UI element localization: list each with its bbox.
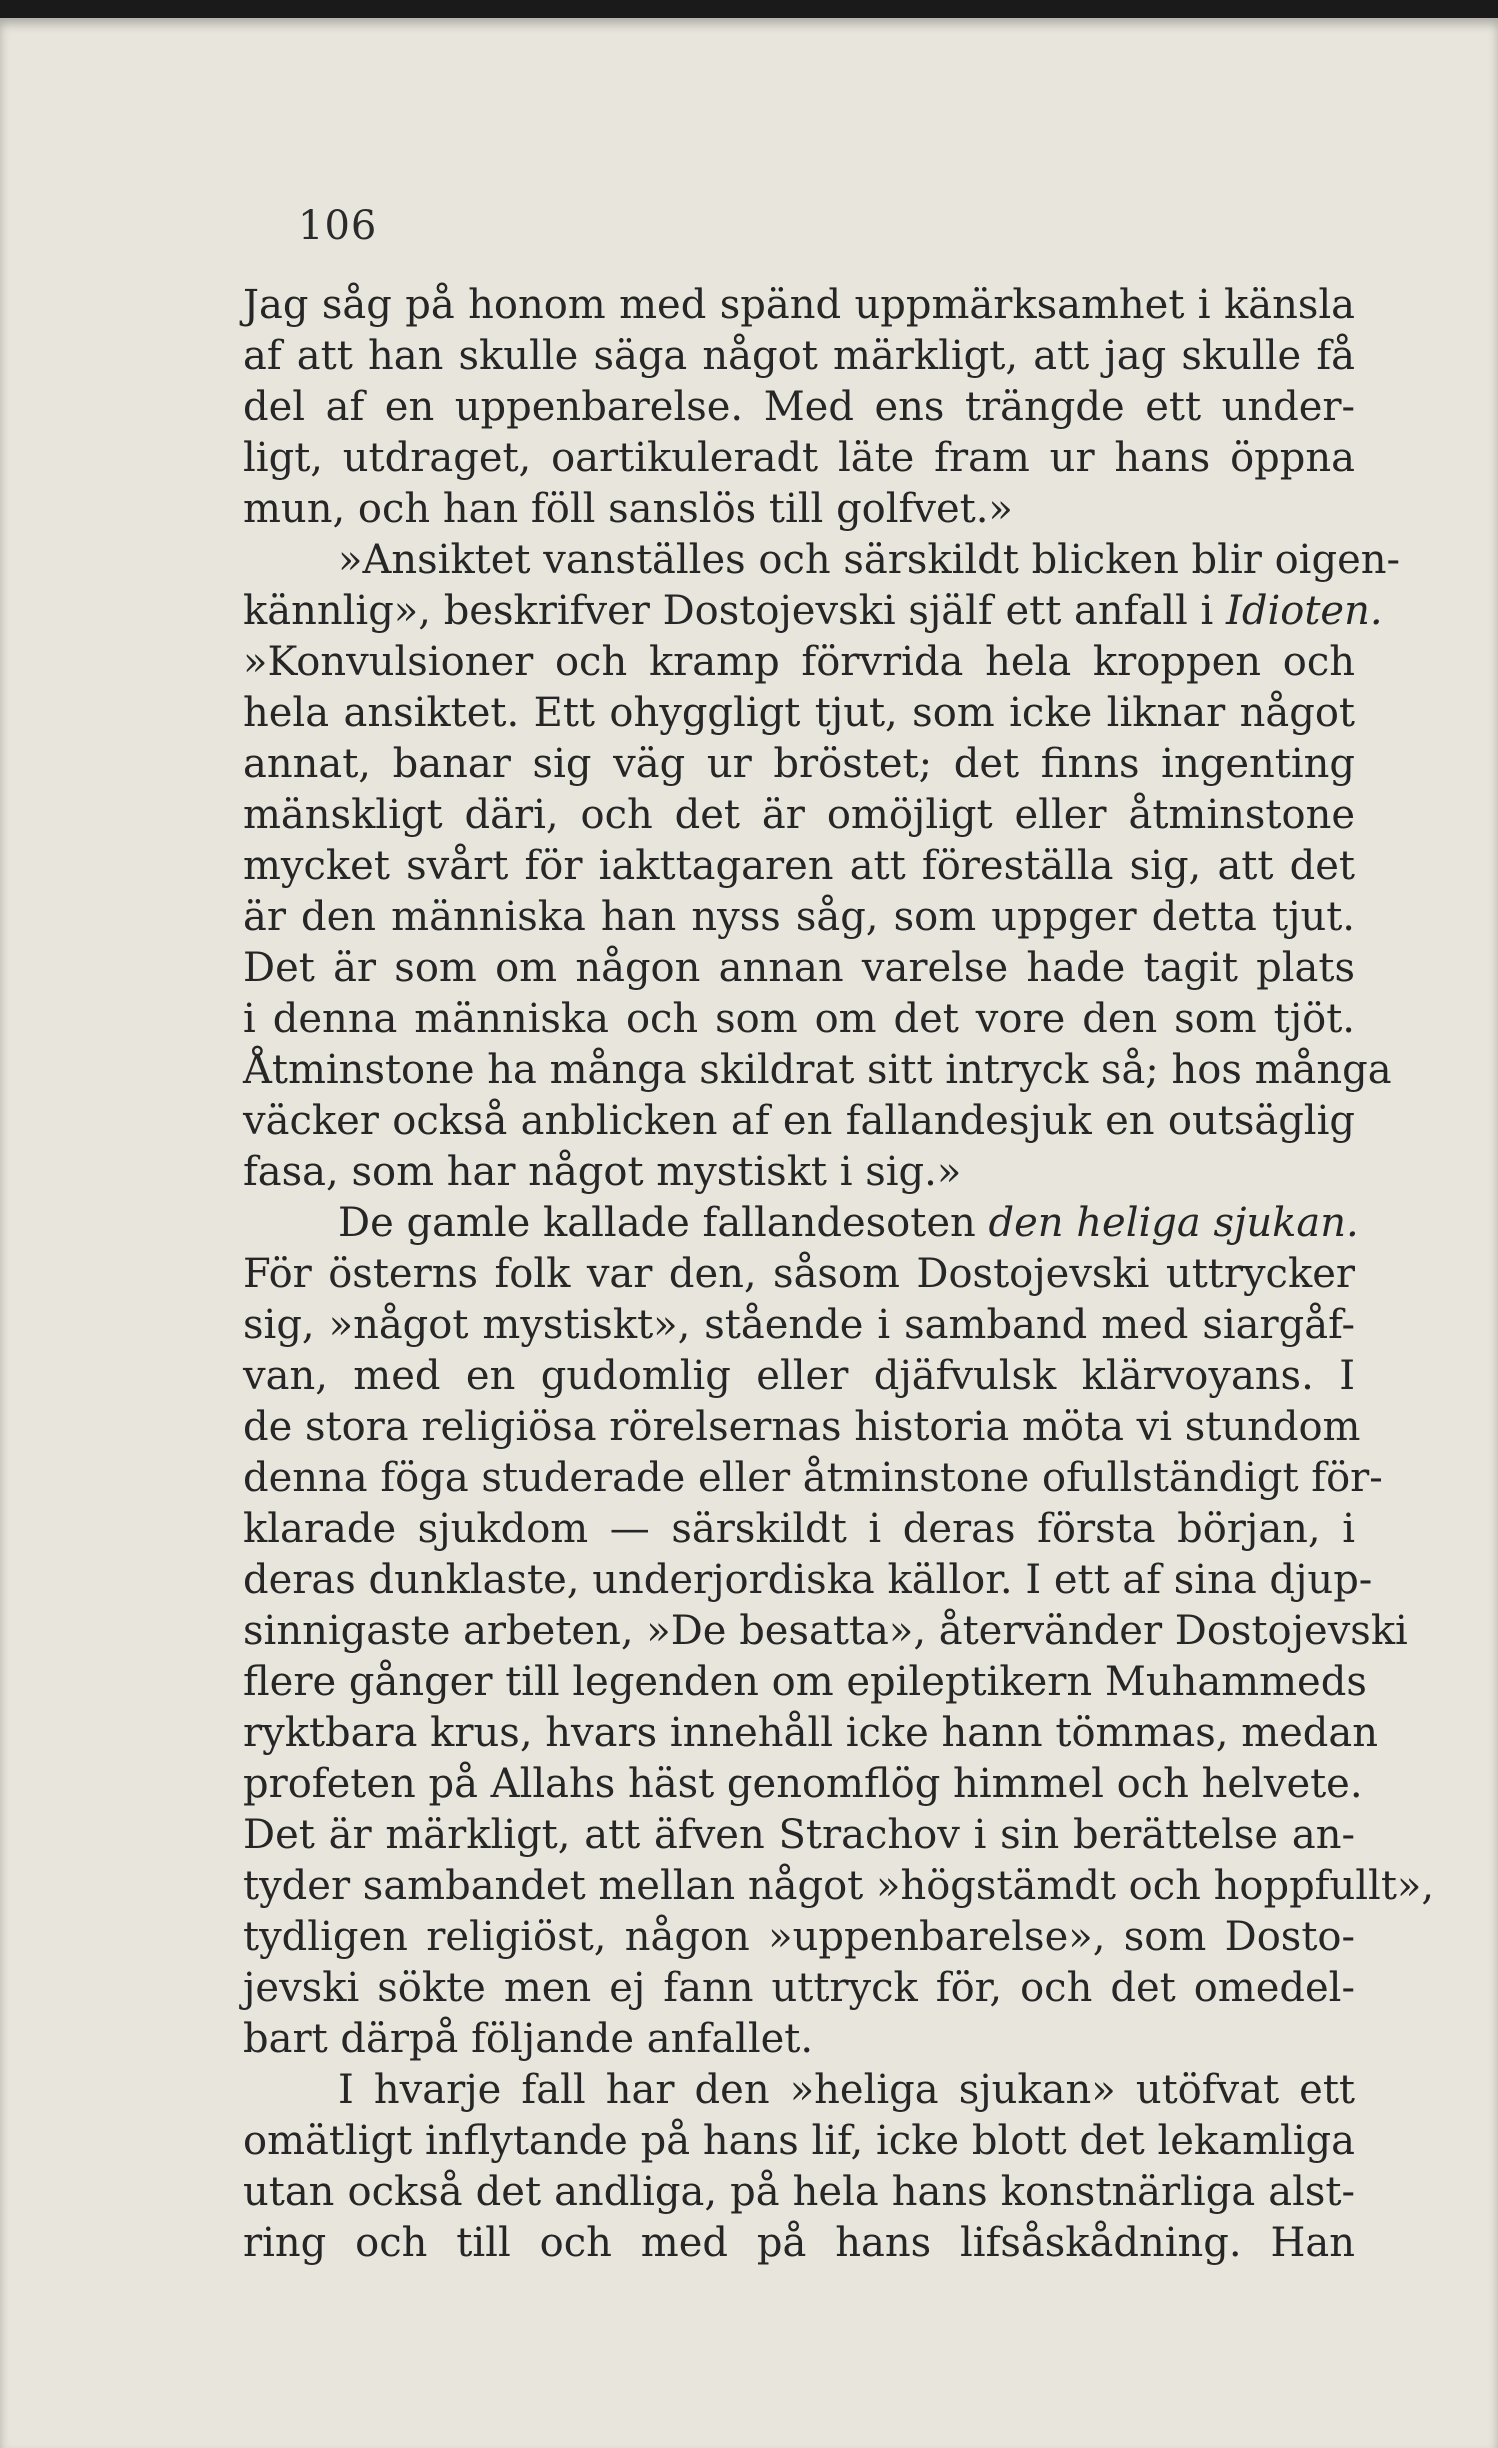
text-line: Det är som om någon annan varelse hade tagit plats [243,945,1355,991]
text-line: af att han skulle säga något märkligt, att jag skulle få [243,333,1355,379]
text-line: klarade sjukdom — särskildt i deras första början, i [243,1506,1355,1552]
text-line: Jag såg på honom med spänd uppmärksamhet i känsla [243,282,1355,328]
text-line: sinnigaste arbeten, »De besatta», återvänder Dostojevski [243,1608,1408,1654]
text-line: utan också det andliga, på hela hans konstnärliga alst- [243,2169,1355,2215]
text-line: i denna människa och som om det vore den som tjöt. [243,996,1355,1042]
text-line: flere gånger till legenden om epileptikern Muhammeds [243,1659,1367,1705]
text-line: För österns folk var den, såsom Dostojevski uttrycker [243,1251,1355,1297]
text-line: deras dunklaste, underjordiska källor. I ett af sina djup- [243,1557,1373,1603]
text-line: »Konvulsioner och kramp förvrida hela kroppen och [243,639,1355,685]
text-line: omätligt inflytande på hans lif, icke blott det lekamliga [243,2118,1355,2164]
text-line: Det är märkligt, att äfven Strachov i sin berättelse an- [243,1812,1355,1858]
text-line: denna föga studerade eller åtminstone ofullständigt för- [243,1455,1383,1501]
text-line: van, med en gudomlig eller djäfvulsk klärvoyans. I [243,1353,1355,1399]
text-line: tyder sambandet mellan något »högstämdt och hoppfullt», [243,1863,1435,1909]
text-line: Åtminstone ha många skildrat sitt intryck så; hos många [243,1047,1392,1093]
text-line: profeten på Allahs häst genomflög himmel och helvete. [243,1761,1363,1807]
text-line: De gamle kallade fallandesoten den heliga sjukan. [338,1200,1359,1246]
italic-title: den heliga sjukan. [988,1200,1359,1246]
text-line: tydligen religiöst, någon »uppenbarelse», som Dosto- [243,1914,1355,1960]
text-line: I hvarje fall har den »heliga sjukan» utöfvat ett [338,2067,1355,2113]
text-line: hela ansiktet. Ett ohyggligt tjut, som icke liknar något [243,690,1355,736]
text-line: sig, »något mystiskt», stående i samband med siargåf- [243,1302,1355,1348]
page-number: 106 [298,203,378,249]
text-line: ligt, utdraget, oartikuleradt läte fram ur hans öppna [243,435,1355,481]
text-line: mänskligt däri, och det är omöjligt eller åtminstone [243,792,1355,838]
text-line: är den människa han nyss såg, som uppger detta tjut. [243,894,1355,940]
text-line: mun, och han föll sanslös till golfvet.» [243,486,1013,532]
book-page [0,18,1498,2448]
text-line: ryktbara krus, hvars innehåll icke hann tömmas, medan [243,1710,1379,1756]
text-line: jevski sökte men ej fann uttryck för, och det omedel- [243,1965,1355,2011]
italic-title: Idioten. [1226,588,1383,634]
text-line: de stora religiösa rörelsernas historia möta vi stundom [243,1404,1361,1450]
body-text [243,280,1435,2269]
text-line: »Ansiktet vanställes och särskildt blicken blir oigen- [338,537,1401,583]
text-line: annat, banar sig väg ur bröstet; det finns ingenting [243,741,1355,787]
text-line: del af en uppenbarelse. Med ens trängde ett under- [243,384,1355,430]
text-line: mycket svårt för iakttagaren att föreställa sig, att det [243,843,1355,889]
text-line: ring och till och med på hans lifsåskådning. Han [243,2220,1355,2266]
text-line: bart därpå följande anfallet. [243,2016,814,2062]
text-line: väcker också anblicken af en fallandesjuk en outsäglig [243,1098,1355,1144]
text-line: fasa, som har något mystiskt i sig.» [243,1149,962,1195]
text-line: kännlig», beskrifver Dostojevski själf ett anfall i Idioten. [243,588,1383,634]
